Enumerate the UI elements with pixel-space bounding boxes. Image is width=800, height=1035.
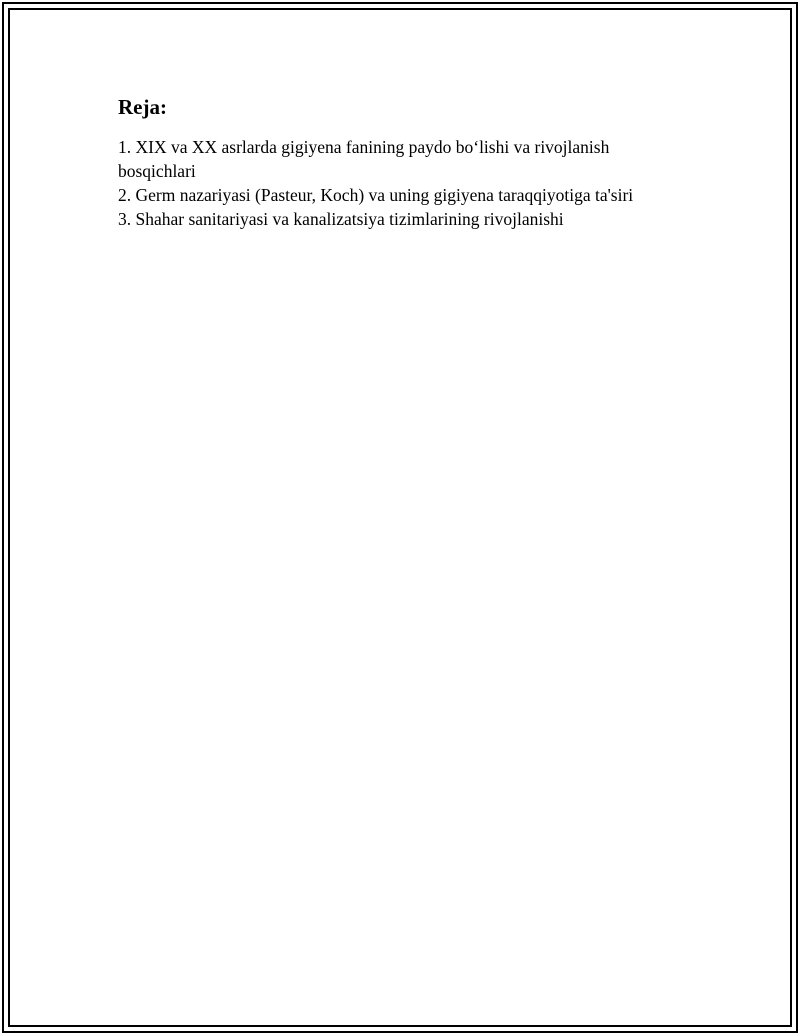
plan-heading: Reja: (118, 95, 167, 119)
plan-item-3: 3. Shahar sanitariyasi va kanalizatsiya tizimlarining rivojlanishi (118, 209, 564, 229)
document-body (118, 93, 678, 231)
plan-list (118, 135, 678, 231)
plan-item-2: 2. Germ nazariyasi (Pasteur, Koch) va uning gigiyena taraqqiyotiga ta'siri (118, 185, 634, 205)
plan-item-1: 1. XIX va XX asrlarda gigiyena fanining paydo bo‘lishi va rivojlanish bosqichlari (118, 137, 610, 181)
